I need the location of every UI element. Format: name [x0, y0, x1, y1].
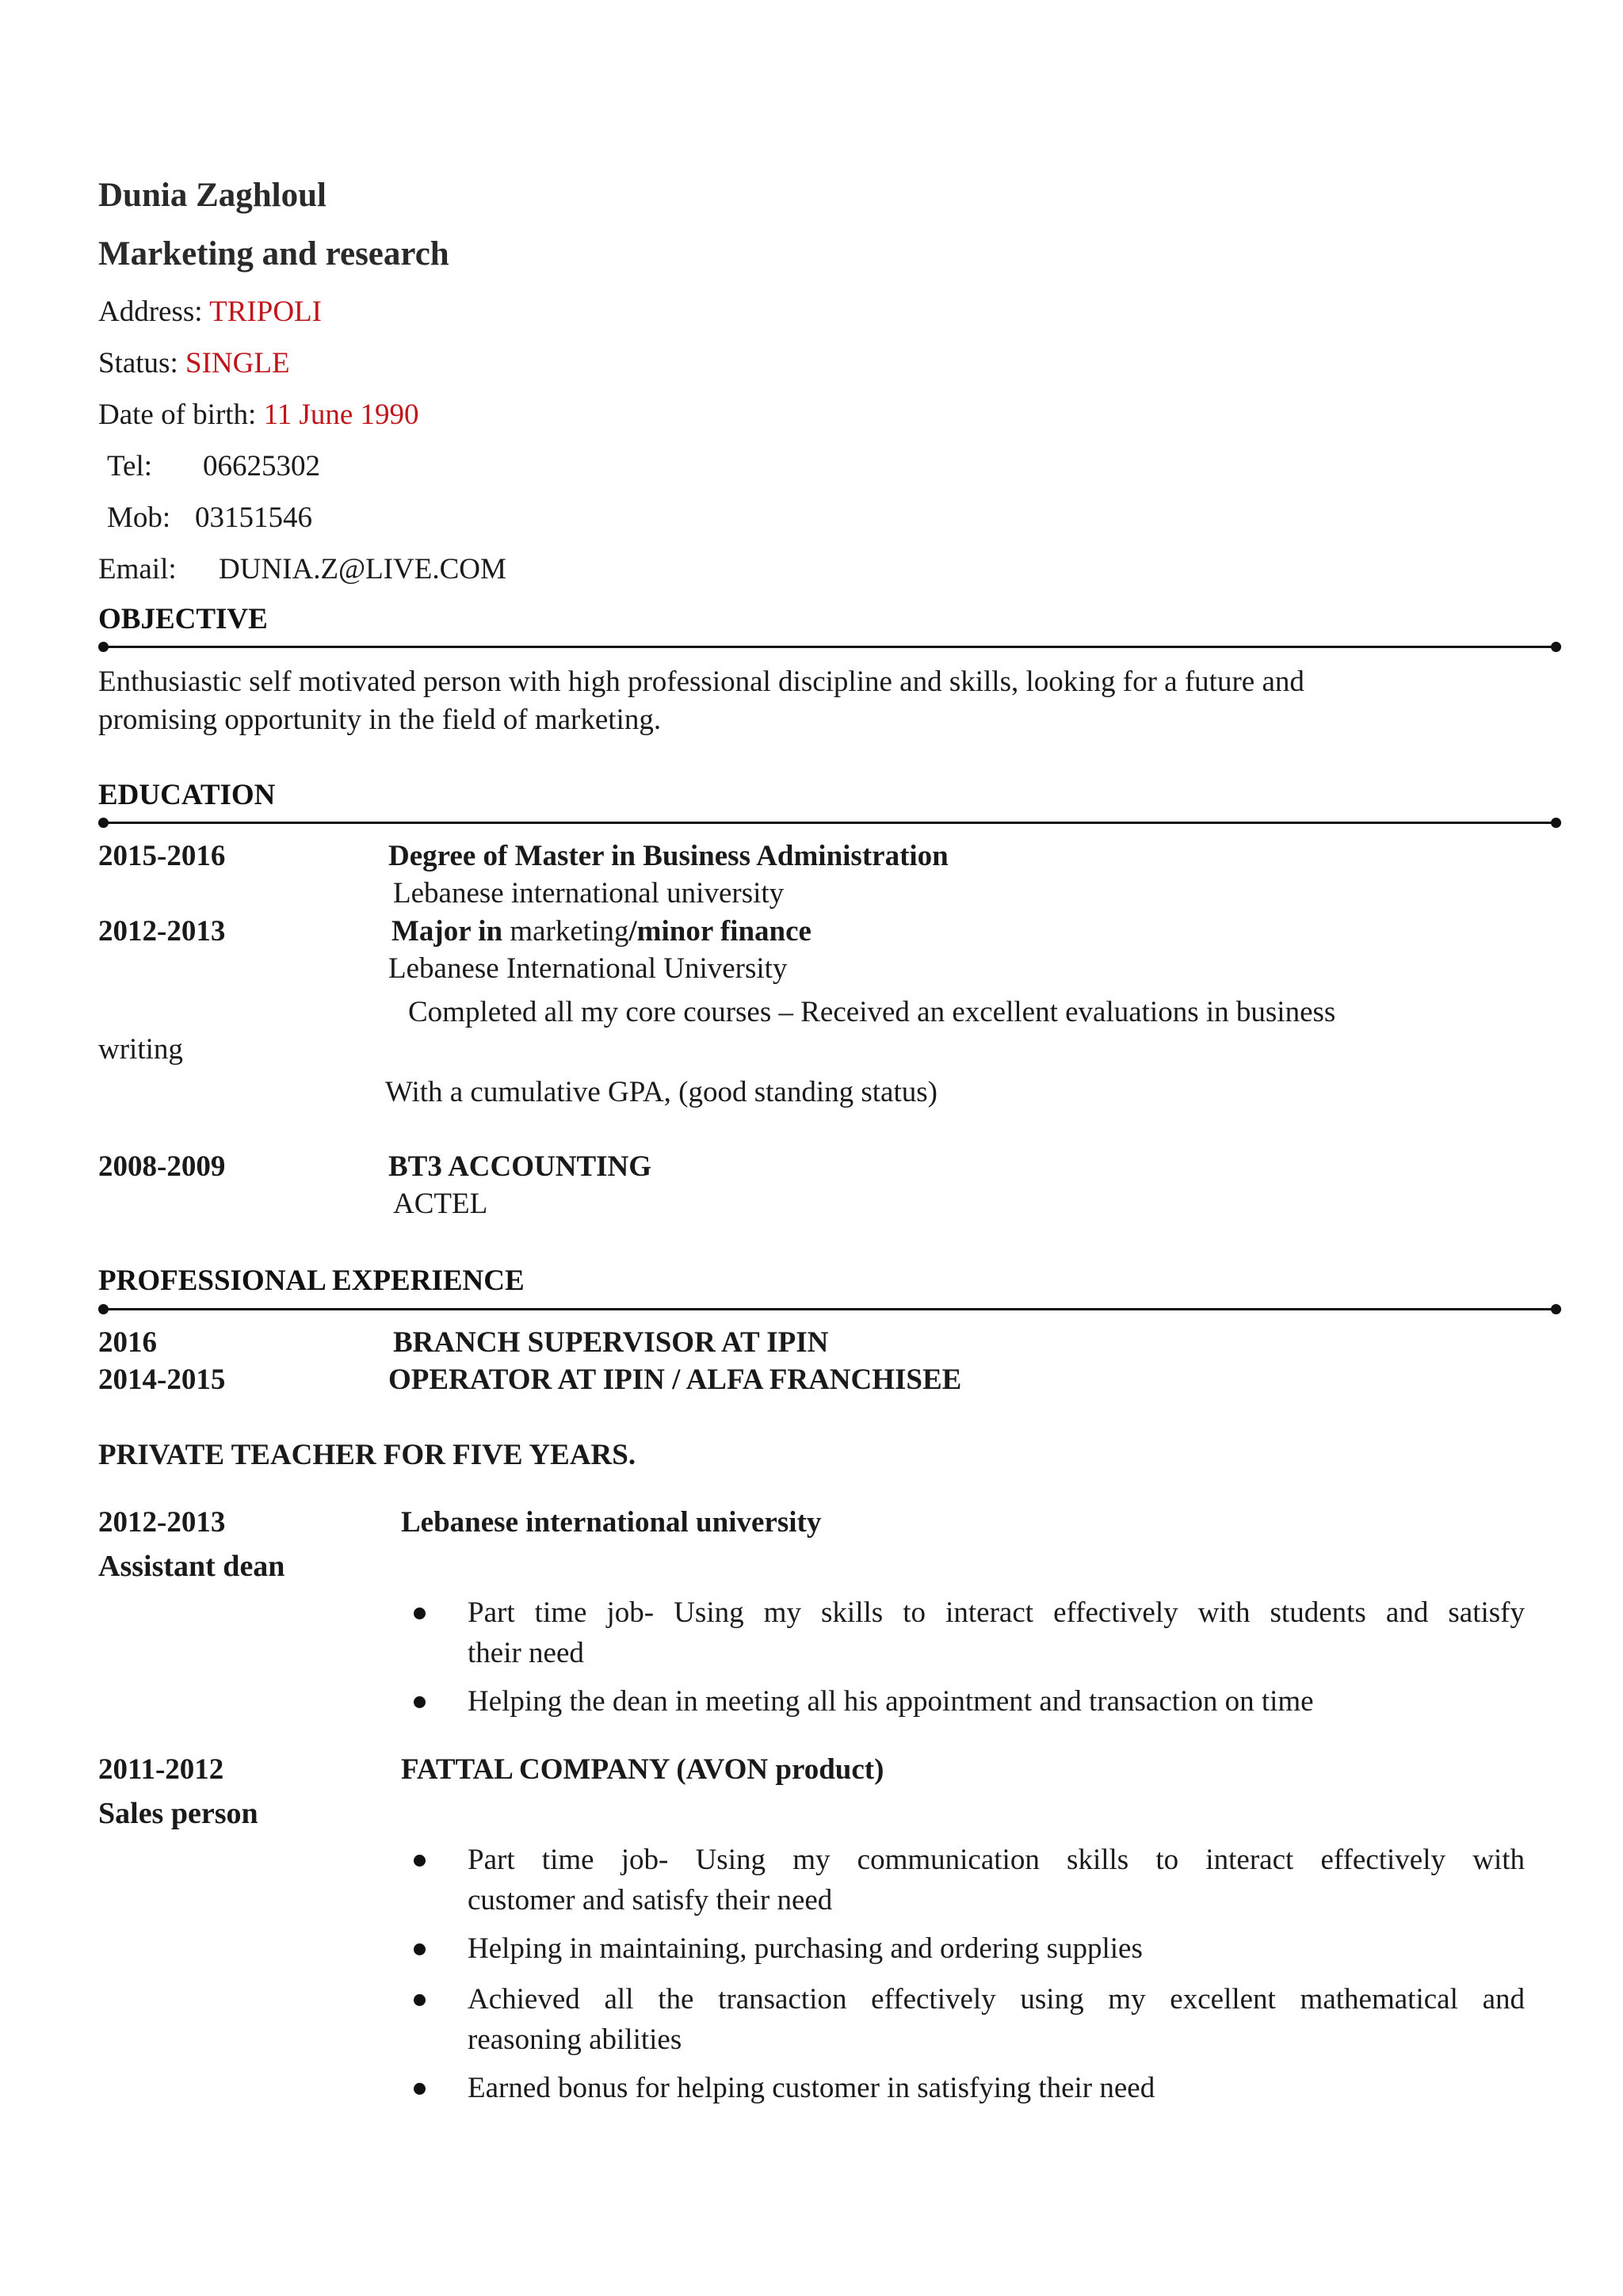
job-years: 2012-2013 — [98, 1506, 226, 1539]
job-bullet-text: Earned bonus for helping customer in satisfying their need — [468, 2072, 1155, 2104]
education-institution: Lebanese international university — [393, 877, 785, 910]
job-bullet-text: Helping in maintaining, purchasing and ordering supplies — [468, 1932, 1143, 1965]
education-institution: ACTEL — [393, 1188, 488, 1220]
job-bullet-text: Achieved all the transaction effectively using my excellent mathematical and reasoning abilities — [468, 1983, 1525, 2056]
major-label: Major in — [391, 915, 503, 948]
job-bullet-text: Helping the dean in meeting all his appointment and transaction on time — [468, 1685, 1314, 1718]
education-heading: EDUCATION — [98, 779, 276, 811]
education-divider — [98, 814, 1561, 832]
minor-field: /minor finance — [628, 915, 812, 948]
education-institution: Lebanese International University — [388, 952, 788, 985]
job-employer: Lebanese international university — [401, 1506, 822, 1539]
dob-value: 11 June 1990 — [263, 399, 419, 431]
education-note-continued: writing — [98, 1033, 183, 1066]
job-bullet-text: Part time job- Using my skills to interact effectively with students and satisfy their need — [468, 1596, 1525, 1669]
status-value: SINGLE — [185, 347, 290, 379]
private-teacher-heading: PRIVATE TEACHER FOR FIVE YEARS. — [98, 1439, 636, 1471]
job-position: Assistant dean — [98, 1550, 285, 1583]
status-label: Status: — [98, 347, 178, 379]
candidate-name: Dunia Zaghloul — [98, 177, 327, 214]
education-years: 2015-2016 — [98, 840, 226, 872]
education-years: 2012-2013 — [98, 915, 226, 948]
role-title: BRANCH SUPERVISOR AT IPIN — [393, 1326, 829, 1359]
dob-label: Date of birth: — [98, 399, 257, 431]
objective-heading: OBJECTIVE — [98, 603, 268, 635]
job-employer: FATTAL COMPANY (AVON product) — [401, 1753, 884, 1786]
address-row — [98, 295, 322, 329]
objective-line-2: promising opportunity in the field of marketing. — [98, 704, 662, 736]
objective-text — [98, 663, 1556, 739]
dob-row — [98, 398, 419, 432]
role-years: 2014-2015 — [98, 1363, 226, 1396]
status-row — [98, 346, 290, 380]
role-years: 2016 — [98, 1326, 157, 1359]
education-years: 2008-2009 — [98, 1150, 226, 1183]
objective-divider — [98, 639, 1561, 656]
education-degree-title: BT3 ACCOUNTING — [388, 1150, 652, 1183]
candidate-subtitle: Marketing and research — [98, 235, 449, 273]
education-note: Completed all my core courses – Received an excellent evaluations in business — [408, 996, 1336, 1028]
experience-heading: PROFESSIONAL EXPERIENCE — [98, 1264, 525, 1297]
mob-value: 03151546 — [195, 502, 312, 534]
email-value[interactable]: DUNIA.Z@LIVE.COM — [219, 553, 506, 585]
education-gpa-note: With a cumulative GPA, (good standing status) — [385, 1076, 938, 1108]
email-label: Email: — [98, 553, 177, 585]
major-field: marketing — [502, 915, 629, 948]
education-major-title — [391, 914, 812, 948]
objective-line-1: Enthusiastic self motivated person with high professional discipline and skills, looking for a future and — [98, 666, 1304, 698]
role-title: OPERATOR AT IPIN / ALFA FRANCHISEE — [388, 1363, 962, 1396]
address-label: Address: — [98, 296, 203, 328]
experience-divider — [98, 1301, 1561, 1318]
job-position: Sales person — [98, 1797, 258, 1830]
job-bullet-text: Part time job- Using my communication skills to interact effectively with customer and satisfy their need — [468, 1844, 1525, 1917]
education-degree-title: Degree of Master in Business Administration — [388, 840, 949, 872]
tel-value: 06625302 — [203, 450, 320, 482]
mob-label: Mob: — [107, 502, 171, 534]
tel-label: Tel: — [107, 450, 152, 482]
address-value: TRIPOLI — [209, 296, 322, 328]
job-years: 2011-2012 — [98, 1753, 224, 1786]
